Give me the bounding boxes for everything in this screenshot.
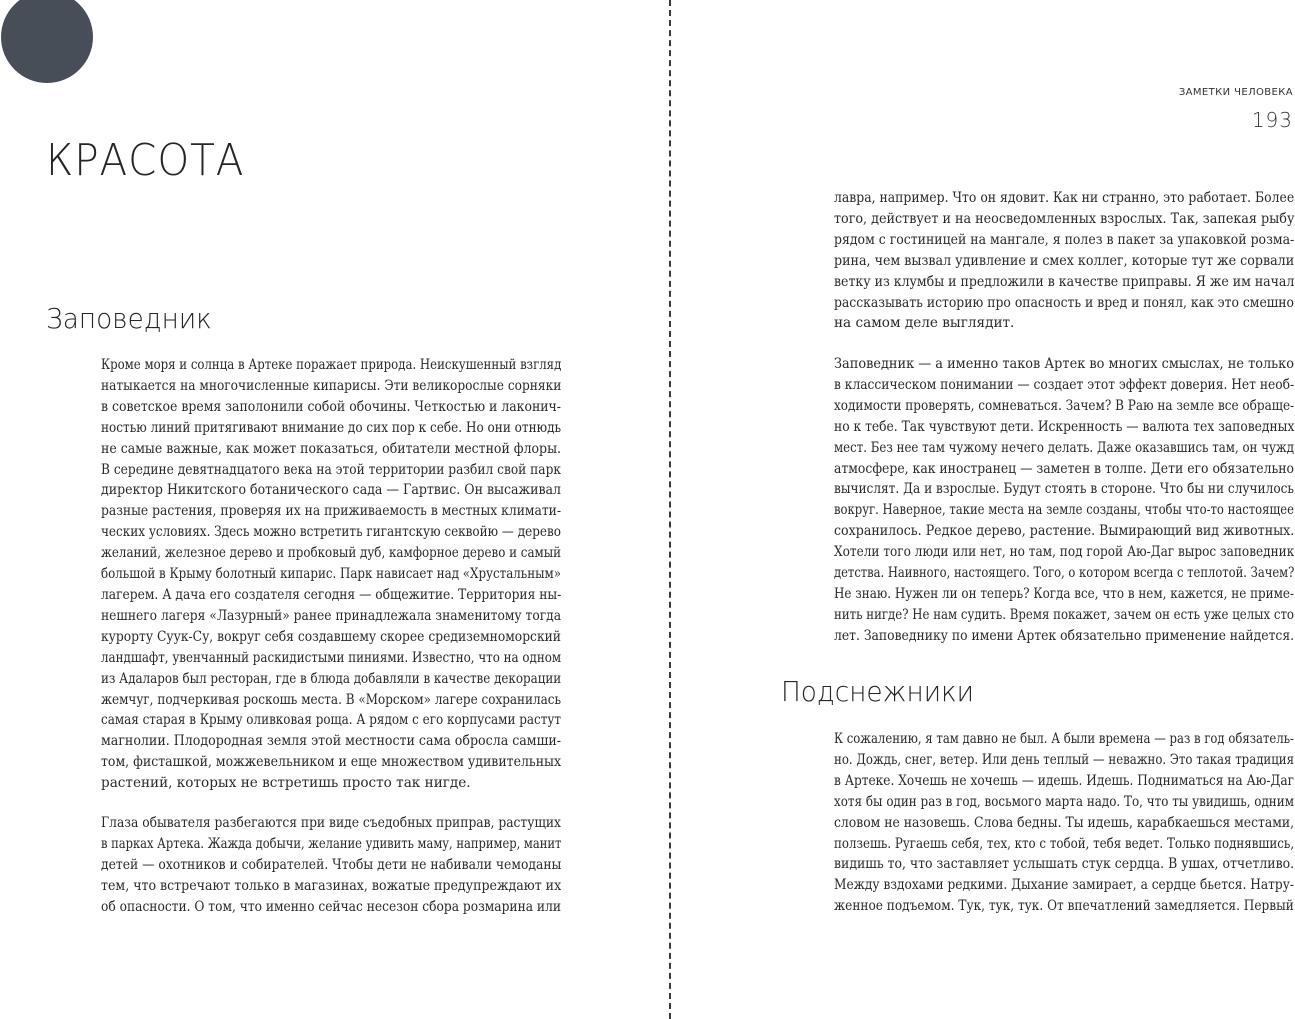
text-line: атмосфере, как иностранец — заметен в толпе. Дети его обязательно [834,460,1294,477]
text-line: рядом с гостиницей на мангале, я полез в пакет за упаковкой розма- [834,231,1295,248]
section-title-podsnezhniki: Подснежники [781,675,975,708]
text-line: видишь то, что заставляет услышать стук сердца. В ушах, отчетливо. [834,856,1295,873]
text-line: жемчуг, подчеркивая роскошь места. В «Морском» лагере сохранилась [101,691,561,708]
text-line: ландшафт, увенчанный раскидистыми пиниями. Известно, что на одном [101,649,562,666]
text-line: лагерем. А дача его создателя сегодня — общежитие. Территория ны- [101,586,562,603]
text-line: ностью линий притягивают внимание до сих пор к себе. Но они отнюдь [101,419,562,436]
text-line: разные растения, проверяя их на приживаемость в местных климати- [101,503,561,520]
text-line: детей — охотников и собирателей. Чтобы дети не набивали чемоданы [101,856,562,873]
text-line: Не знаю. Нужен ли он теперь? Когда все, что в нем, кажется, не приме- [834,585,1294,602]
text-line: в Артеке. Хочешь не хочешь — идешь. Идешь. Подниматься на Аю-Даг [834,772,1294,789]
text-line: словом не назовешь. Слова бедны. Ты идешь, карабкаешься местами, [834,814,1295,831]
text-line: мест. Без нее там чужому нечего делать. Даже оказавшись там, он чужд [834,439,1294,456]
text-line: нешнего лагеря «Лазурный» ранее принадлежала знаменитому тогда [101,607,561,624]
chapter-title: КРАСОТА [46,135,245,186]
text-line: в советское время заполонили собой обочины. Четкостью и лаконич- [101,398,561,415]
page-fold-divider [669,0,671,1019]
text-line: детства. Наивного, настоящего. Того, о котором всегда с теплотой. Зачем? [834,565,1295,582]
text-line: том, фисташкой, можжевельником и еще множеством удивительных [101,754,562,771]
paragraph [101,813,561,918]
text-line: но к тебе. Так чувствуют дети. Искренность — валюта тех заповедных [834,418,1295,435]
text-line: рассказывать историю про опасность и вред и понял, как это смешно [834,294,1294,311]
text-line: сохранилось. Редкое дерево, растение. Вымирающий вид животных. [834,523,1295,540]
text-line: магнолии. Плодородная земля этой местности сама обросла самши- [101,733,561,750]
text-line: об опасности. О том, что именно сейчас несезон сбора розмарина или [101,898,562,915]
text-line: вычислят. Да и взрослые. Будут стоять в стороне. Что бы ни случилось [834,481,1294,498]
text-line: из Адаларов был ресторан, где в блюда добавляли в качестве декорации [101,670,562,687]
text-line: хотя бы один раз в год, восьмого марта надо. То, что ты увидишь, одним [834,793,1294,810]
text-line: самая старая в Крыму оливковая роща. А рядом с его корпусами растут [101,712,561,729]
text-line: того, действует и на неосведомленных взрослых. Так, запекая рыбу [834,210,1295,227]
text-line: натыкается на многочисленные кипарисы. Эти великорослые сорняки [101,377,562,394]
text-line: большой в Крыму болотный кипарис. Парк нависает над «Хрустальным» [101,566,561,583]
section-title-zapovednik: Заповедник [46,302,212,335]
text-line: в классическом понимании — создает этот эффект доверия. Нет необ- [834,376,1295,393]
text-line: ческих условиях. Здесь можно встретить гигантскую секвойю — дерево [101,524,561,541]
text-line: растений, которых не встретишь просто так нигде. [101,775,471,792]
text-line: Кроме моря и солнца в Артеке поражает природа. Неискушенный взгляд [101,357,562,373]
text-line: но. Дождь, снег, ветер. Или день теплый — неважно. Это такая традиция [834,751,1294,768]
text-line: Глаза обывателя разбегаются при виде съедобных приправ, растущих [101,815,561,831]
running-head: ЗАМЕТКИ ЧЕЛОВЕКА [1178,87,1293,98]
text-line: лет. Заповеднику по имени Артек обязательно применение найдется. [834,627,1295,644]
text-line: не самые важные, как может показаться, обитатели местной флоры. [101,440,561,457]
text-line: К сожалению, я там давно не был. А были времена — раз в год обязатель- [834,731,1294,747]
text-line: тем, что встречают только в магазинах, вожатые предупреждают их [101,877,562,894]
right-page [674,0,1295,1019]
text-line: в парках Артека. Жажда добычи, желание удивить маму, например, манит [101,835,562,852]
text-line: В середине девятнадцатого века на этой территории разбил свой парк [101,461,561,478]
text-line: директор Никитского ботанического сада — Гартвис. Он высаживал [101,482,561,499]
text-line: ползешь. Ругаешь себя, тех, кто с тобой, тебя ведет. Только поднявшись, [834,835,1295,852]
text-line: ветку из клумбы и предложили в качестве приправы. Я же им начал [834,273,1295,290]
page-number: 193 [1251,108,1293,132]
text-line: ходимости проверять, сомневаться. Зачем? В Раю на земле все обраще- [834,397,1295,414]
text-line: лавра, например. Что он ядовит. Как ни странно, это работает. Более [834,190,1295,206]
paragraph [834,354,1294,647]
text-line: на самом деле выглядит. [834,315,1015,332]
paragraph [834,188,1294,334]
text-line: Между вздохами редкими. Дыхание замирает, а сердце бьется. Натру- [834,877,1294,894]
text-line: желаний, железное дерево и пробковый дуб, камфорное дерево и самый [101,545,562,562]
text-line: рина, чем вызвал удивление и смех коллег, которые тут же сорвали [834,252,1295,269]
text-line: женное подъемом. Тук, тук, тук. От впечатлений замедляется. Первый [834,898,1294,915]
text-line: вокруг. Наверное, такие места на земле созданы, чтобы что-то настоящее [834,502,1294,519]
text-line: Хотели того люди или нет, но там, под горой Аю-Даг вырос заповедник [834,544,1295,561]
text-line: нить нигде? Не нам судить. Время покажет, зачем он есть уже целых сто [834,606,1294,623]
paragraph [101,355,561,794]
text-line: Заповедник — а именно таков Артек во многих смыслах, не только [834,356,1294,372]
decorative-circle [1,0,93,83]
paragraph [834,729,1294,917]
text-line: курорту Суук-Су, вокруг себя создавшему скорее средиземноморский [101,628,561,645]
